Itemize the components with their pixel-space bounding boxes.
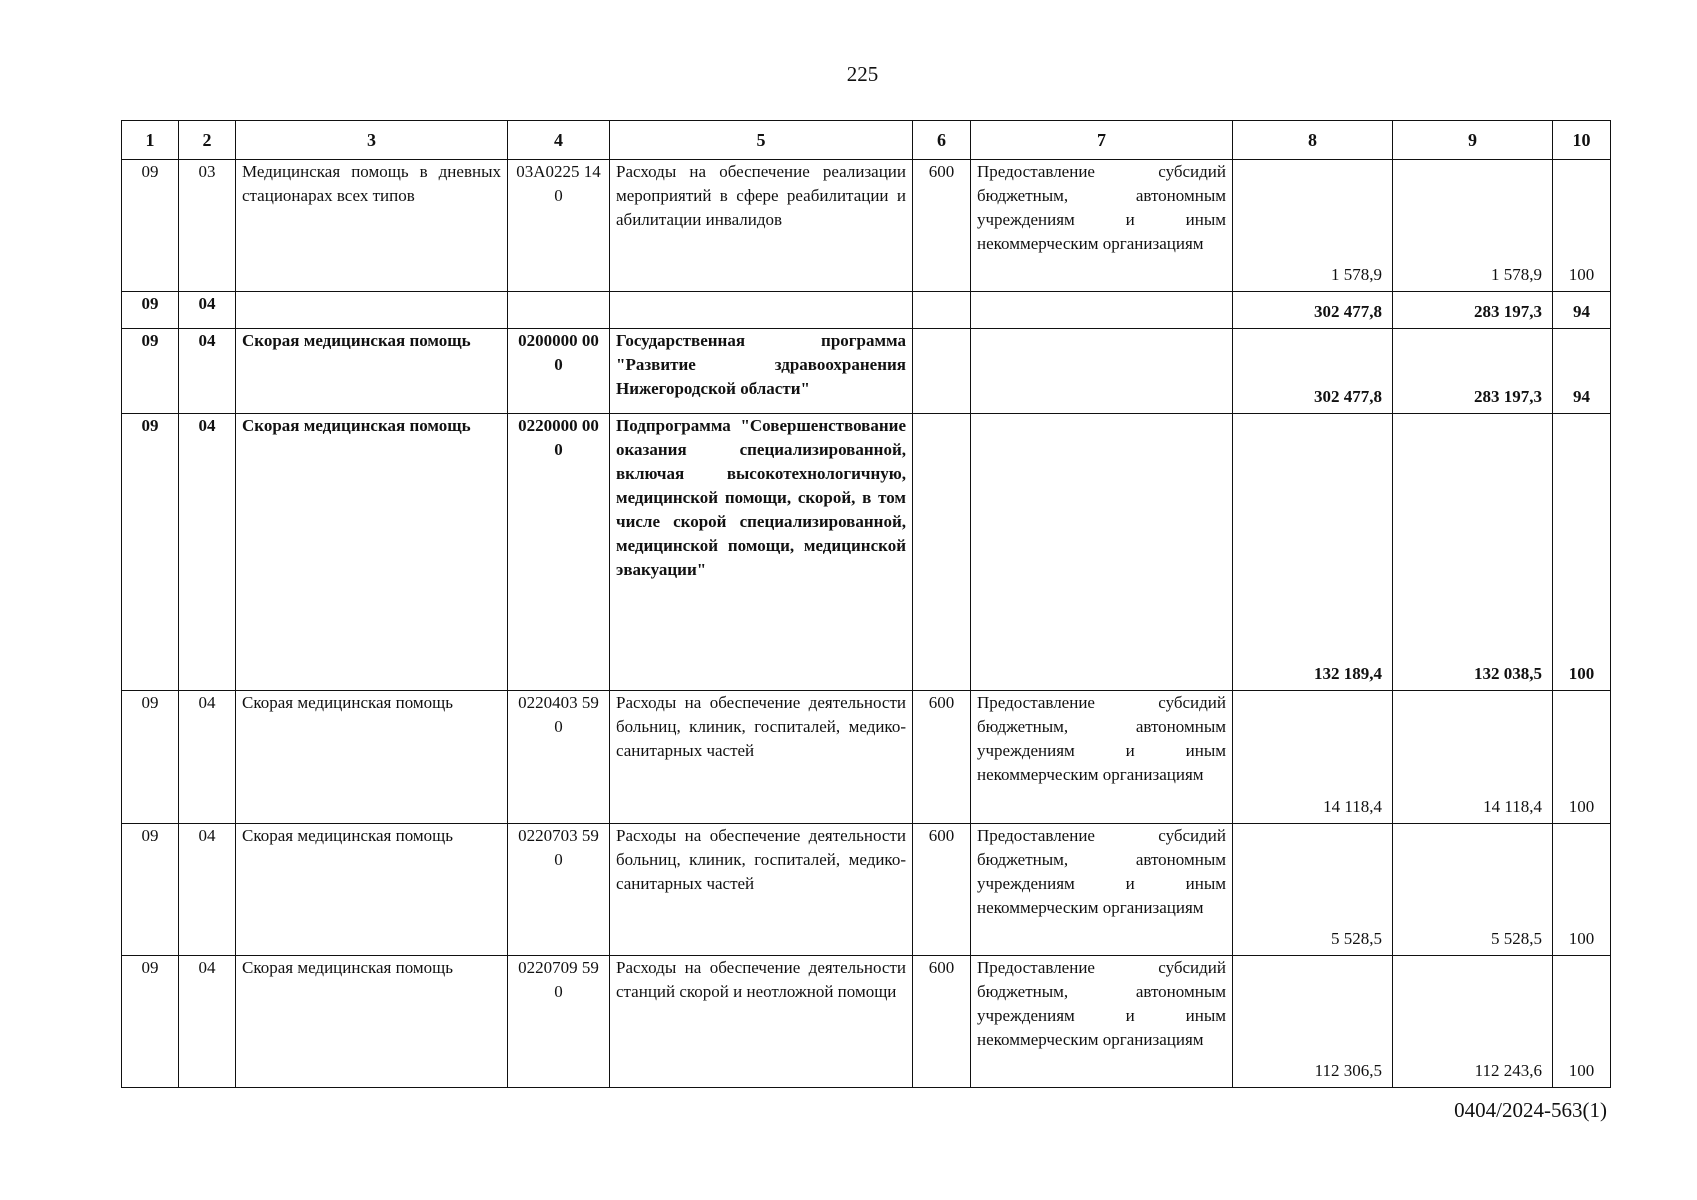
- expense-type-name: Предоставление субсидий бюджетным, автономным учреждениям и иным некоммерческим организациям: [971, 691, 1233, 824]
- planned-amount: 1 578,9: [1233, 160, 1393, 292]
- actual-amount: 112 243,6: [1393, 956, 1553, 1088]
- subsection-code: 03: [179, 160, 236, 292]
- execution-percent: 100: [1553, 414, 1611, 691]
- section-code: 09: [122, 414, 179, 691]
- expense-type-name: Предоставление субсидий бюджетным, автономным учреждениям и иным некоммерческим организациям: [971, 956, 1233, 1088]
- subsection-name: Скорая медицинская помощь: [236, 824, 508, 956]
- expense-type-code: [913, 329, 971, 414]
- section-code: 09: [122, 956, 179, 1088]
- actual-amount: 14 118,4: [1393, 691, 1553, 824]
- target-article-name: Расходы на обеспечение деятельности больниц, клиник, госпиталей, медико-санитарных частей: [610, 824, 913, 956]
- header-cell: 3: [236, 121, 508, 160]
- target-article-name: Расходы на обеспечение деятельности больниц, клиник, госпиталей, медико-санитарных частей: [610, 691, 913, 824]
- table-row: [122, 292, 1611, 329]
- table-row: [122, 414, 1611, 691]
- page-number: 225: [846, 62, 879, 86]
- actual-amount: 5 528,5: [1393, 824, 1553, 956]
- expense-type-name: [971, 414, 1233, 691]
- expense-type-name: Предоставление субсидий бюджетным, автономным учреждениям и иным некоммерческим организациям: [971, 824, 1233, 956]
- planned-amount: 132 189,4: [1233, 414, 1393, 691]
- header-cell: 6: [913, 121, 971, 160]
- execution-percent: 100: [1553, 956, 1611, 1088]
- target-article-code: 0220000 000: [508, 414, 610, 691]
- execution-percent: 100: [1553, 691, 1611, 824]
- section-code: 09: [122, 292, 179, 329]
- expense-type-code: [913, 292, 971, 329]
- subsection-name: [236, 292, 508, 329]
- section-code: 09: [122, 691, 179, 824]
- table-row: [122, 160, 1611, 292]
- planned-amount: 302 477,8: [1233, 292, 1393, 329]
- target-article-name: [610, 292, 913, 329]
- header-cell: 8: [1233, 121, 1393, 160]
- section-code: 09: [122, 824, 179, 956]
- document-number: 0404/2024-563(1): [1454, 1098, 1607, 1122]
- actual-amount: 283 197,3: [1393, 292, 1553, 329]
- expense-type-code: 600: [913, 824, 971, 956]
- actual-amount: 283 197,3: [1393, 329, 1553, 414]
- planned-amount: 5 528,5: [1233, 824, 1393, 956]
- table-row: [122, 824, 1611, 956]
- header-cell: 9: [1393, 121, 1553, 160]
- subsection-name: Скорая медицинская помощь: [236, 329, 508, 414]
- subsection-name: Скорая медицинская помощь: [236, 691, 508, 824]
- target-article-name: Расходы на обеспечение деятельности станций скорой и неотложной помощи: [610, 956, 913, 1088]
- subsection-code: 04: [179, 956, 236, 1088]
- target-article-name: Подпрограмма "Совершенствование оказания специализированной, включая высокотехнологичную, медицинской помощи, скорой, в том числе скорой специализированной, медицинской помощи, медицинской эвакуации": [610, 414, 913, 691]
- expense-type-code: 600: [913, 160, 971, 292]
- expense-type-name: [971, 329, 1233, 414]
- header-cell: 4: [508, 121, 610, 160]
- header-cell: 5: [610, 121, 913, 160]
- subsection-name: Скорая медицинская помощь: [236, 414, 508, 691]
- planned-amount: 302 477,8: [1233, 329, 1393, 414]
- actual-amount: 132 038,5: [1393, 414, 1553, 691]
- subsection-name: Скорая медицинская помощь: [236, 956, 508, 1088]
- expense-type-code: 600: [913, 691, 971, 824]
- subsection-code: 04: [179, 329, 236, 414]
- execution-percent: 100: [1553, 824, 1611, 956]
- target-article-code: 0200000 000: [508, 329, 610, 414]
- actual-amount: 1 578,9: [1393, 160, 1553, 292]
- planned-amount: 14 118,4: [1233, 691, 1393, 824]
- target-article-name: Расходы на обеспечение реализации мероприятий в сфере реабилитации и абилитации инвалидов: [610, 160, 913, 292]
- execution-percent: 100: [1553, 160, 1611, 292]
- planned-amount: 112 306,5: [1233, 956, 1393, 1088]
- table-row: [122, 956, 1611, 1088]
- header-cell: 1: [122, 121, 179, 160]
- execution-percent: 94: [1553, 292, 1611, 329]
- target-article-code: 0220709 590: [508, 956, 610, 1088]
- subsection-code: 04: [179, 414, 236, 691]
- expense-type-code: 600: [913, 956, 971, 1088]
- section-code: 09: [122, 329, 179, 414]
- subsection-name: Медицинская помощь в дневных стационарах всех типов: [236, 160, 508, 292]
- target-article-code: [508, 292, 610, 329]
- subsection-code: 04: [179, 691, 236, 824]
- header-cell: 7: [971, 121, 1233, 160]
- subsection-code: 04: [179, 824, 236, 956]
- expense-type-name: Предоставление субсидий бюджетным, автономным учреждениям и иным некоммерческим организациям: [971, 160, 1233, 292]
- header-cell: 2: [179, 121, 236, 160]
- target-article-code: 03А0225 140: [508, 160, 610, 292]
- subsection-code: 04: [179, 292, 236, 329]
- table-row: [122, 691, 1611, 824]
- expense-type-name: [971, 292, 1233, 329]
- expense-type-code: [913, 414, 971, 691]
- target-article-code: 0220703 590: [508, 824, 610, 956]
- execution-percent: 94: [1553, 329, 1611, 414]
- target-article-code: 0220403 590: [508, 691, 610, 824]
- table-row: [122, 329, 1611, 414]
- header-row: [122, 121, 1611, 160]
- target-article-name: Государственная программа "Развитие здравоохранения Нижегородской области": [610, 329, 913, 414]
- header-cell: 10: [1553, 121, 1611, 160]
- section-code: 09: [122, 160, 179, 292]
- budget-table: [121, 120, 1611, 1088]
